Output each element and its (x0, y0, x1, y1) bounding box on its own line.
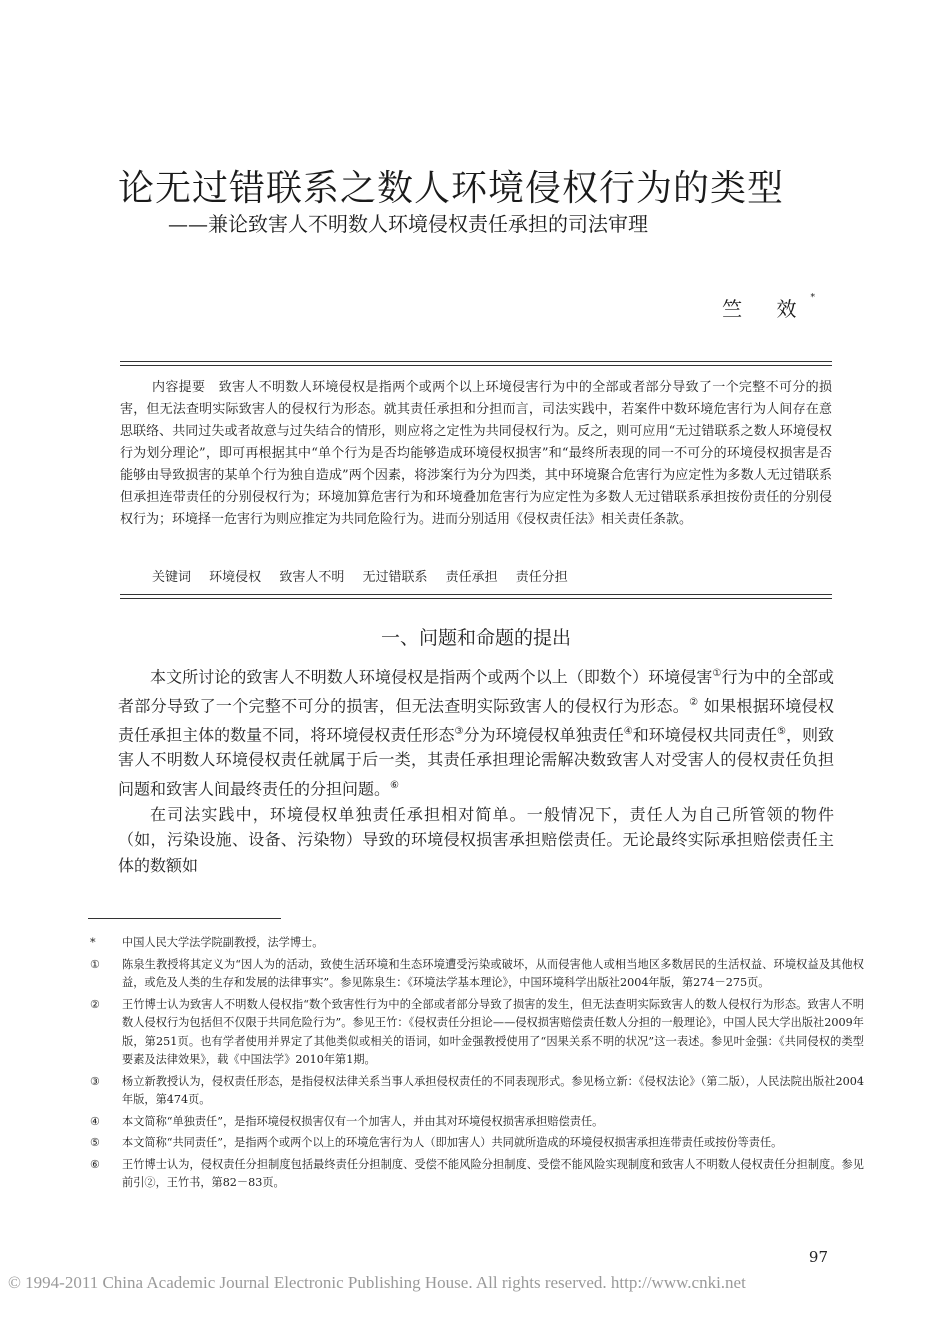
author-note-mark: * (810, 293, 815, 303)
keyword: 无过错联系 (362, 570, 428, 585)
footnote-mark: ⑥ (90, 1157, 101, 1171)
footnote (88, 1113, 864, 1132)
keywords-label: 关键词 (152, 570, 192, 585)
footnote-ref[interactable]: ⑥ (390, 779, 399, 791)
footnote (88, 1134, 864, 1153)
abstract-top-rule-2 (120, 365, 832, 366)
footnote (88, 934, 864, 953)
paper-title: 论无过错联系之数人环境侵权行为的类型 (118, 168, 785, 209)
body-text (118, 661, 834, 878)
paper-subtitle: ——兼论致害人不明数人环境侵权责任承担的司法审理 (168, 212, 648, 236)
footnote-text: 王竹博士认为致害人不明数人侵权指“数个致害性行为中的全部或者部分导致了损害的发生，但无法查明实际致害人的数人侵权行为形态。致害人不明数人侵权行为包括但不仅限于共同危险行为”。参见王竹：《侵权责任分担论——侵权损害赔偿责任数人分担的一般理论》，中国人民大学出版社2009年版，第251页。也有学者使用并界定了其他类似或相关的语词，如叶金强教授使用了“因果关系不明的状况”这一表述。参见叶金强：《共同侵权的类型要素及法律效果》，载《中国法学》2010年第1期。 (122, 997, 864, 1066)
footnote-ref[interactable]: ① (712, 668, 722, 679)
footnote-mark: ② (90, 997, 101, 1011)
section-heading: 一、问题和命题的提出 (380, 627, 571, 649)
paragraph: 在司法实践中，环境侵权单独责任承担相对简单。一般情况下，责任人为自己所管领的物件（如，污染设施、设备、污染物）导致的环境侵权损害承担赔偿责任。无论最终实际承担赔偿责任主体的数额如 (118, 804, 834, 875)
footnote-ref[interactable]: ③ (454, 725, 464, 737)
footnote (88, 996, 864, 1070)
footnote-text: 本文简称“单独责任”，是指环境侵权损害仅有一个加害人，并由其对环境侵权损害承担赔偿责任。 (122, 1114, 604, 1128)
footnote-ref[interactable]: ④ (623, 725, 633, 737)
keyword: 责任分担 (515, 570, 568, 585)
keywords (152, 566, 832, 585)
abstract-top-rule (120, 361, 832, 362)
abstract (120, 377, 832, 531)
footnote-text: 本文简称“共同责任”，是指两个或两个以上的环境危害行为人（即加害人）共同就所造成的环境侵权损害承担连带责任或按份等责任。 (122, 1136, 783, 1149)
footnote (88, 956, 864, 993)
copyright-watermark: © 1994-2011 China Academic Journal Electronic Publishing House. All rights reserved. http://www.cnki.net (8, 1273, 746, 1292)
footnote-text: 中国人民大学法学院副教授，法学博士。 (122, 936, 324, 949)
footnotes (88, 934, 864, 1196)
keyword: 环境侵权 (209, 570, 262, 585)
page-number: 97 (808, 1248, 828, 1266)
keyword: 责任承担 (445, 570, 498, 585)
footnote-ref[interactable]: ② (689, 696, 699, 708)
footnote-mark: ① (90, 957, 101, 971)
author (722, 293, 815, 322)
footnote-mark: ③ (90, 1074, 101, 1088)
paragraph: 本文所讨论的致害人不明数人环境侵权是指两个或两个以上（即数个）环境侵害①行为中的全部或者部分导致了一个完整不可分的损害，但无法查明实际致害人的侵权行为形态。② 如果根据环境侵权责任承担主体的数量不同，将环境侵权责任形态③分为环境侵权单独责任④和环境侵权共同责任⑤，则致害人不明数人环境侵权责任就属于后一类，其责任承担理论需解决数致害人对受害人的侵权责任负担问题和致害人间最终责任的分担问题。⑥ (118, 667, 834, 799)
abstract-bottom-rule (120, 594, 832, 595)
footnote-mark: ④ (90, 1114, 101, 1128)
footnote (88, 1156, 864, 1193)
footnote-text: 王竹博士认为，侵权责任分担制度包括最终责任分担制度、受偿不能风险分担制度、受偿不能风险实现制度和致害人不明数人侵权责任分担制度。参见前引②，王竹书，第82－83页。 (122, 1157, 864, 1189)
footnote-ref[interactable]: ⑤ (776, 725, 786, 737)
author-name: 竺 效 (722, 297, 811, 321)
footnote-separator (88, 918, 281, 919)
footnote (88, 1073, 864, 1110)
footnote-mark: ⑤ (90, 1136, 101, 1149)
abstract-bottom-rule-2 (120, 598, 832, 599)
footnote-text: 陈泉生教授将其定义为“因人为的活动，致使生活环境和生态环境遭受污染或破坏，从而侵害他人或相当地区多数居民的生活权益、环境权益及其他权益，或危及人类的生存和发展的法律事实”。参见陈泉生：《环境法学基本理论》，中国环境科学出版社2004年版，第274－275页。 (122, 957, 864, 989)
abstract-label: 内容提要 (152, 380, 206, 395)
footnote-mark: * (90, 936, 96, 949)
abstract-text: 致害人不明数人环境侵权是指两个或两个以上环境侵害行为中的全部或者部分导致了一个完整不可分的损害，但无法查明实际致害人的侵权行为形态。就其责任承担和分担而言，司法实践中，若案件中数环境危害行为人间存在意思联络、共同过失或者故意与过失结合的情形，则应将之定性为共同侵权行为。反之，则可应用“无过错联系之数人环境侵权行为划分理论”，即可再根据其中“单个行为是否均能够造成环境侵权损害”和“最终所表现的同一不可分的环境侵权损害是否能够由导致损害的某单个行为独自造成”两个因素，将涉案行为分为四类，其中环境聚合危害行为应定性为多数人无过错联系但承担连带责任的分别侵权行为；环境加算危害行为和环境叠加危害行为应定性为多数人无过错联系承担按份责任的分别侵权行为；环境择一危害行为则应推定为共同危险行为。进而分别适用《侵权责任法》相关责任条款。 (120, 380, 832, 527)
keyword: 致害人不明 (279, 570, 345, 585)
footnote-text: 杨立新教授认为，侵权责任形态，是指侵权法律关系当事人承担侵权责任的不同表现形式。参见杨立新：《侵权法论》（第二版），人民法院出版社2004年版，第474页。 (122, 1074, 864, 1106)
